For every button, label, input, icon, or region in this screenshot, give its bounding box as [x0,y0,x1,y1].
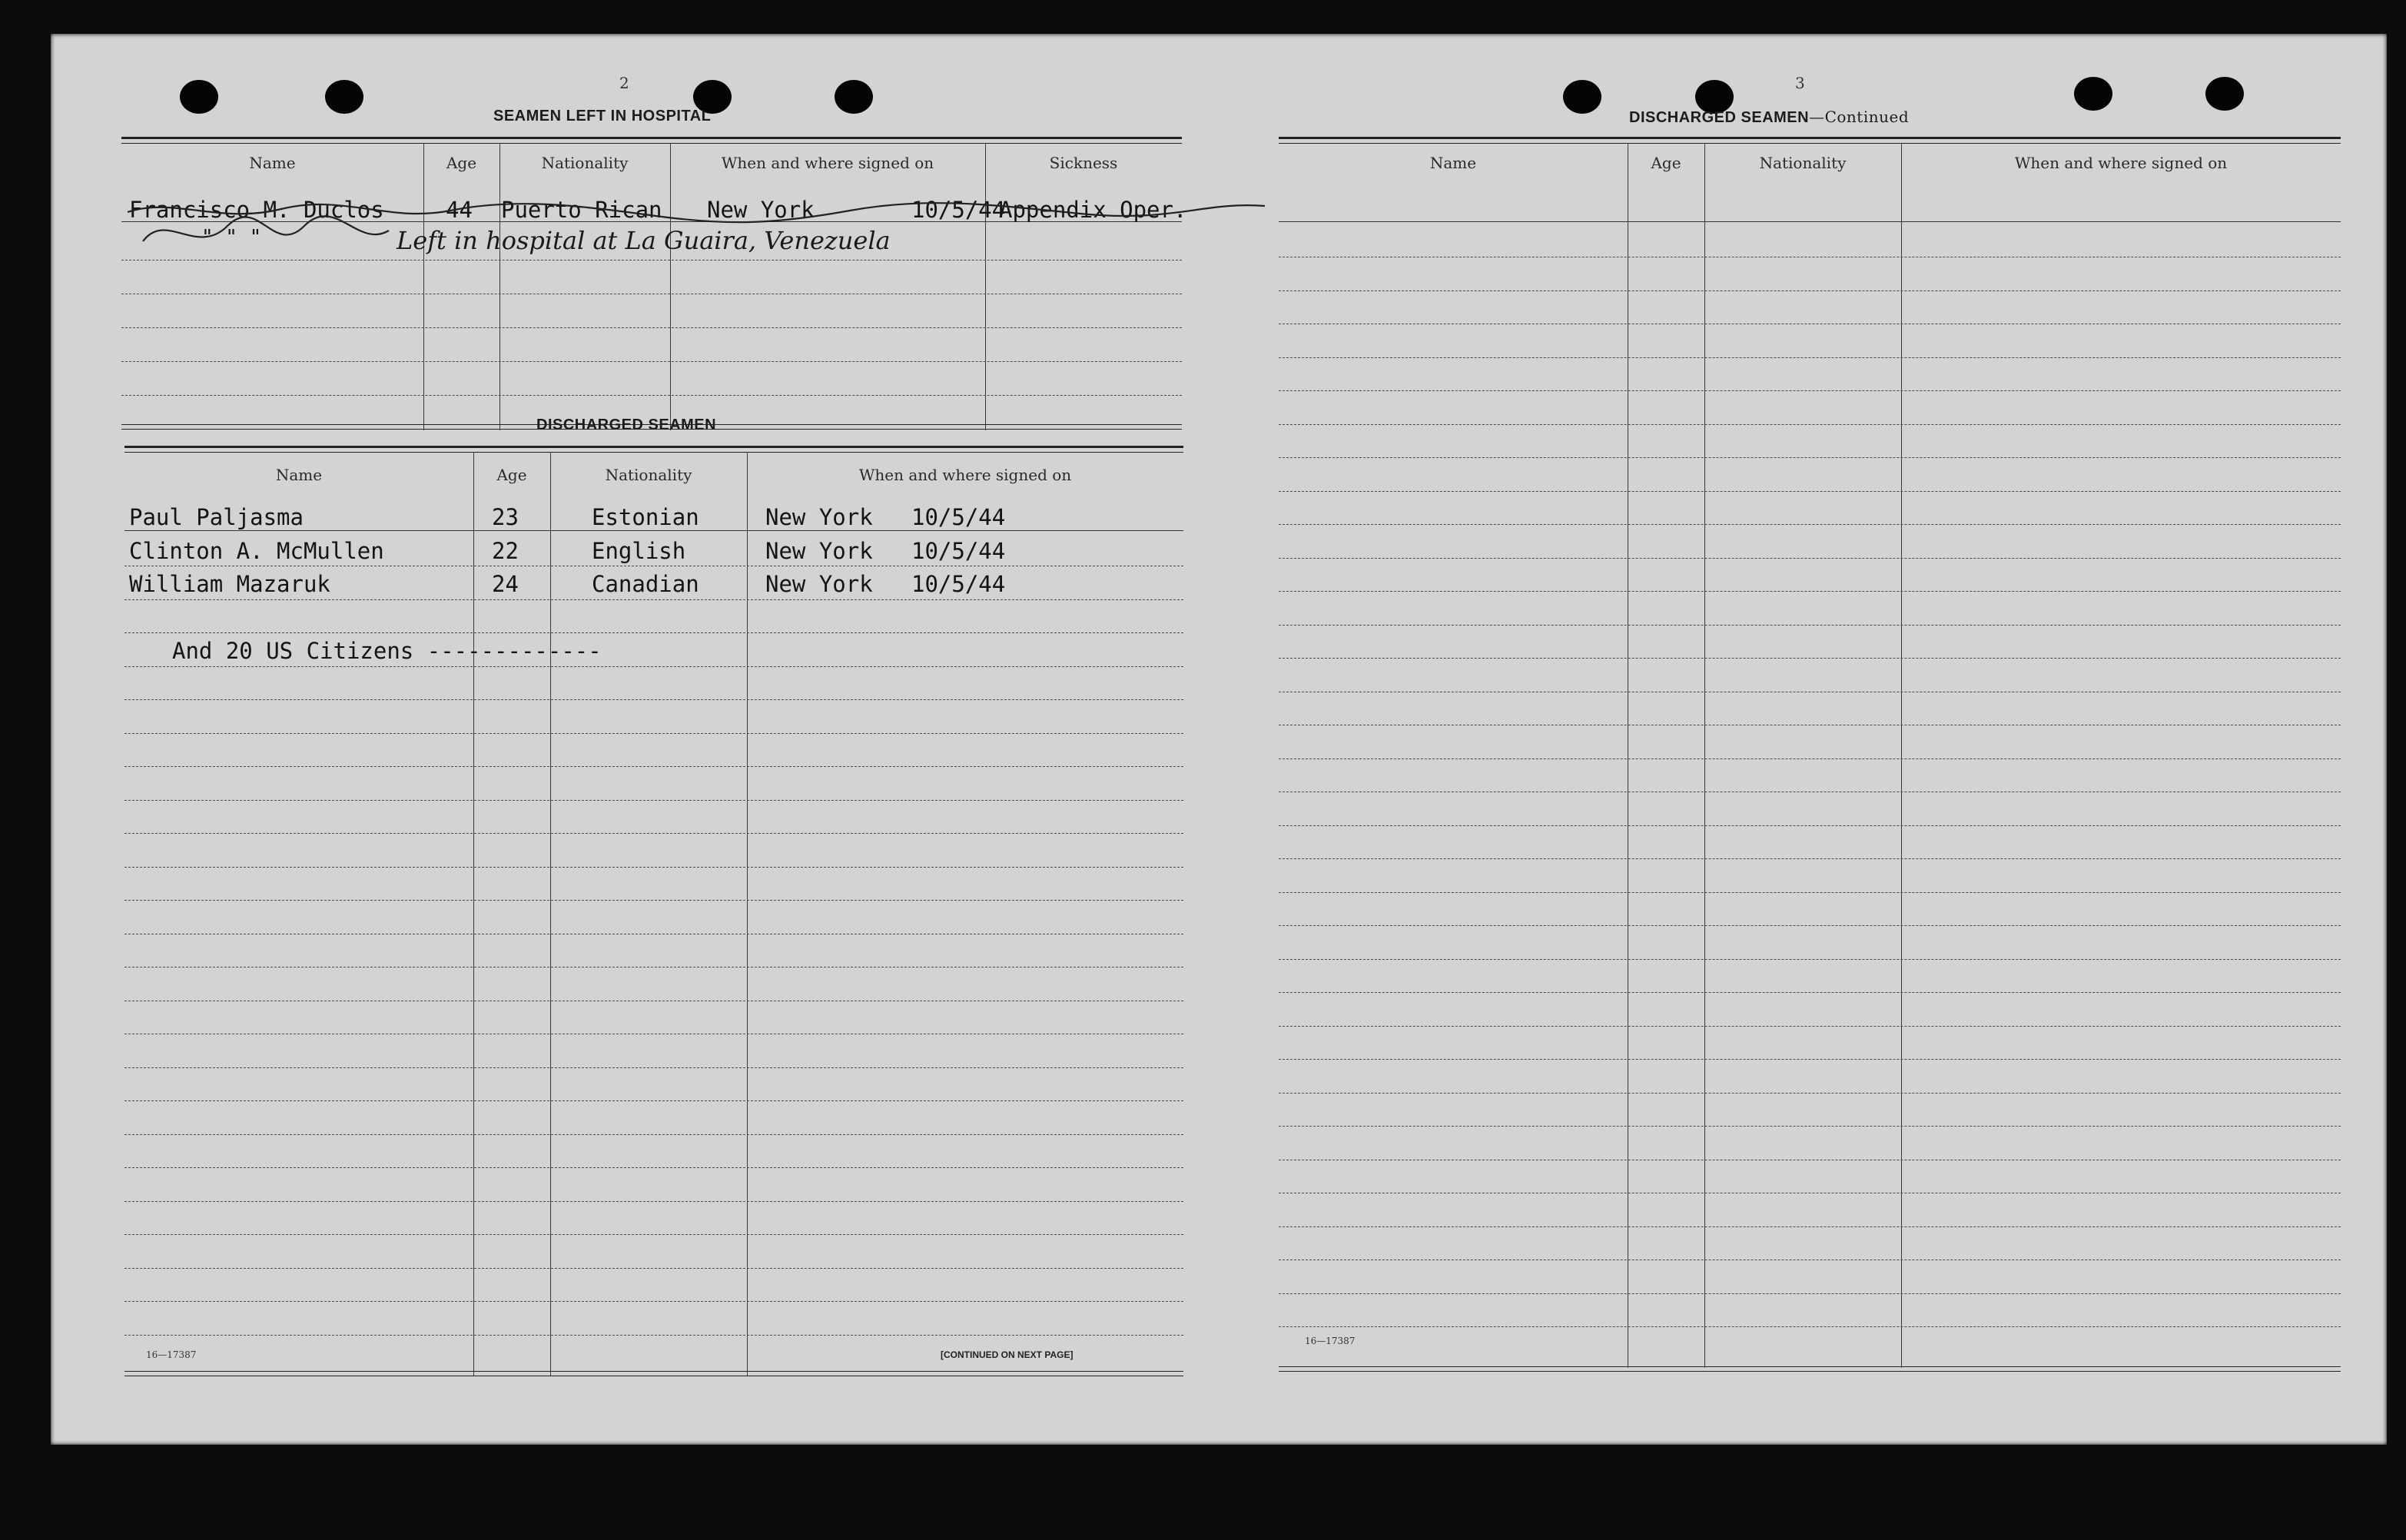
discharged-row-3-place: New York [765,571,873,597]
ruled-line [1279,1126,2341,1127]
ruled-line [124,1100,1183,1101]
column-header-nationality: Nationality [1759,154,1847,172]
page-number-left: 2 [619,74,629,92]
ruled-line [124,1067,1183,1068]
discharged-row-3-name: William Mazaruk [129,571,330,597]
discharged-row-1-place: New York [765,504,873,530]
ruled-line [1279,491,2341,492]
punch-hole [835,80,873,114]
ruled-line [124,733,1183,734]
ruled-line [1279,825,2341,826]
column-header-name: Name [275,466,323,484]
ruled-line [124,1167,1183,1168]
discharged-row-3-date: 10/5/44 [911,571,1006,597]
ruled-line [1279,658,2341,659]
ruled-line [1279,858,2341,859]
discharged-row-1-nationality: Estonian [592,504,699,530]
ruled-line [1279,524,2341,525]
column-header-age: Age [1651,154,1681,172]
ruled-line [1279,591,2341,592]
discharged-continued-title [1629,108,1909,127]
ruled-line [1279,1293,2341,1294]
ruled-line [124,1335,1183,1336]
ruled-line [1279,925,2341,926]
manifest-sheet [51,34,2387,1445]
punch-hole [325,80,363,114]
ruled-line [124,1268,1183,1269]
column-header-age: Age [496,466,527,484]
ruled-line [124,599,1183,600]
ruled-line [124,867,1183,868]
ruled-line [124,833,1183,834]
form-number-right: 16—17387 [1305,1336,1356,1346]
discharged-row-2-nationality: English [592,538,686,564]
ruled-line [124,632,1183,633]
hospital-handwritten-note: Left in hospital at La Guaira, Venezuela [397,226,891,255]
discharged-row-3-nationality: Canadian [592,571,699,597]
discharged-row-1-age: 23 [492,504,519,530]
column-header-name: Name [249,154,296,172]
ruled-line [124,766,1183,767]
ruled-line [124,699,1183,700]
hospital-entry-place: New York [707,197,815,223]
ruled-line [1279,1226,2341,1227]
hospital-entry-date: 10/5/44 [911,197,1006,223]
hospital-entry-nationality: Puerto Rican [501,197,662,223]
ruled-line [124,800,1183,801]
ruled-line [1279,959,2341,960]
column-header-nationality: Nationality [605,466,692,484]
ruled-line [1279,992,2341,993]
hospital-entry-name: Francisco M. Duclos [129,197,384,223]
form-number-left: 16—17387 [146,1349,197,1360]
ruled-line [124,1234,1183,1235]
ruled-line [124,900,1183,901]
column-header-signed-on: When and where signed on [721,154,934,172]
ruled-line [1279,892,2341,893]
column-header-sickness: Sickness [1049,154,1118,172]
discharged-row-2-name: Clinton A. McMullen [129,538,384,564]
discharged-continued-title-suffix: —Continued [1809,108,1910,126]
discharged-row-1-date: 10/5/44 [911,504,1006,530]
column-header-name: Name [1429,154,1477,172]
column-header-signed-on: When and where signed on [858,466,1072,484]
discharged-row-2-place: New York [765,538,873,564]
ruled-line [1279,290,2341,291]
discharged-row-3-age: 24 [492,571,519,597]
ruled-line [1279,390,2341,391]
punch-hole [1563,80,1601,114]
ruled-line [1279,1093,2341,1094]
discharged-section-title: DISCHARGED SEAMEN [536,417,717,433]
ruled-line [124,1301,1183,1302]
discharged-row-1-name: Paul Paljasma [129,504,304,530]
hospital-entry-sickness: Appendix Oper. [999,197,1187,223]
discharged-continued-table [1279,137,2341,1374]
ruled-line [1279,457,2341,458]
hospital-entry-ditto: " " " [201,226,262,249]
column-header-signed-on: When and where signed on [2014,154,2228,172]
discharged-row-2-age: 22 [492,538,519,564]
hospital-entry-age: 44 [446,197,473,223]
ruled-line [1279,758,2341,759]
ruled-line [1279,558,2341,559]
discharged-continued-title-main: DISCHARGED SEAMEN [1629,109,1810,126]
continued-note: [CONTINUED ON NEXT PAGE] [941,1349,1074,1360]
punch-hole [2074,77,2112,111]
ruled-line [1279,424,2341,425]
ruled-line [1279,1026,2341,1027]
column-header-nationality: Nationality [541,154,629,172]
hospital-section-title: SEAMEN LEFT IN HOSPITAL [493,108,712,124]
column-header-age: Age [446,154,477,172]
page-number-right: 3 [1795,74,1805,92]
ruled-line [124,666,1183,667]
punch-hole [180,80,218,114]
ruled-line [124,1134,1183,1135]
ruled-line [124,1201,1183,1202]
discharged-row-2-date: 10/5/44 [911,538,1006,564]
ruled-line [1279,357,2341,358]
punch-hole [2205,77,2244,111]
ruled-line [1279,1059,2341,1060]
ruled-line [1279,625,2341,626]
ruled-line [1279,1326,2341,1327]
discharged-summary: And 20 US Citizens ------------- [172,638,602,664]
